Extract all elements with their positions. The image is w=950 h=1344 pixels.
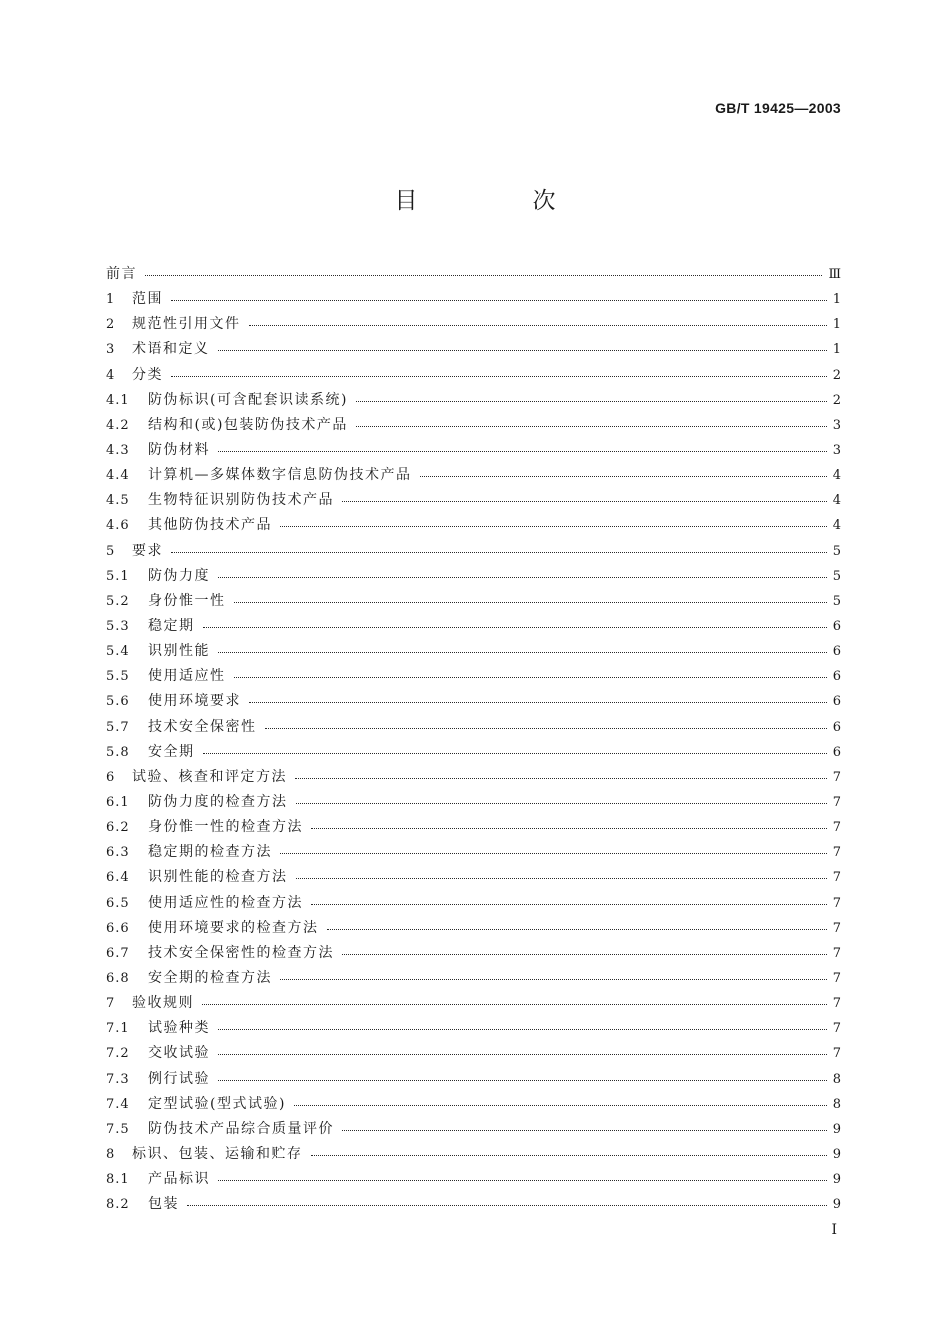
toc-entry[interactable] [106,865,841,890]
toc-entry[interactable] [106,388,841,413]
toc-entry[interactable] [106,363,841,388]
toc-entry-label: 规范性引用文件 [132,316,241,333]
toc-dot-leader [342,941,827,966]
table-of-contents [106,262,841,1217]
toc-entry[interactable] [106,589,841,614]
toc-dot-leader [218,1067,827,1092]
toc-entry[interactable] [106,564,841,589]
toc-entry-label: 标识、包装、运输和贮存 [132,1145,303,1162]
toc-dot-leader [327,916,827,941]
toc-entry-label: 其他防伪技术产品 [148,517,272,534]
toc-dot-leader [234,589,827,614]
toc-entry-label: 使用环境要求 [148,693,241,710]
toc-entry[interactable] [106,488,841,513]
toc-entry-number: 7.2 [106,1046,130,1062]
toc-entry-label: 分类 [132,366,163,383]
toc-entry-label: 防伪力度 [148,567,210,584]
toc-entry-number: 5.3 [106,619,130,635]
toc-entry-page: Ⅲ [828,267,841,283]
toc-dot-leader [218,1167,827,1192]
toc-entry-page: 6 [832,619,841,635]
toc-dot-leader [356,413,827,438]
toc-entry-label: 稳定期的检查方法 [148,844,272,861]
toc-entry-page: 7 [832,870,841,886]
toc-dot-leader [295,765,827,790]
toc-dot-leader [218,1041,827,1066]
toc-entry[interactable] [106,1142,841,1167]
toc-entry-number: 5.1 [106,568,130,584]
toc-entry[interactable] [106,916,841,941]
toc-dot-leader [187,1192,827,1217]
toc-dot-leader [296,865,827,890]
toc-entry-number: 5.7 [106,719,130,735]
toc-entry-page: 7 [832,845,841,861]
toc-entry-label: 试验种类 [148,1020,210,1037]
toc-entry-page: 4 [832,518,841,534]
toc-entry-number: 4.4 [106,468,130,484]
toc-entry[interactable] [106,740,841,765]
toc-dot-leader [280,840,827,865]
toc-entry-number: 7.5 [106,1121,130,1137]
toc-entry-page: 7 [832,996,841,1012]
toc-entry-label: 防伪力度的检查方法 [148,794,288,811]
toc-entry-number: 6.5 [106,895,130,911]
toc-entry-page: 4 [832,493,841,509]
toc-entry-number: 7 [106,996,116,1012]
toc-entry-number: 7.4 [106,1096,130,1112]
toc-entry-page: 3 [832,417,841,433]
page-title: 目 次 [394,188,602,214]
toc-entry-number: 5 [106,543,116,559]
toc-entry-page: 9 [832,1121,841,1137]
toc-entry-number: 8 [106,1146,116,1162]
toc-entry-page: 7 [832,895,841,911]
toc-entry[interactable] [106,966,841,991]
toc-dot-leader [218,564,827,589]
toc-entry[interactable] [106,715,841,740]
toc-entry-page: 6 [832,744,841,760]
page-number: I [831,1222,837,1238]
toc-entry-page: 1 [832,317,841,333]
toc-entry-label: 防伪技术产品综合质量评价 [148,1120,334,1137]
toc-entry-label: 术语和定义 [132,341,210,358]
toc-entry-page: 9 [832,1172,841,1188]
toc-entry-page: 7 [832,945,841,961]
toc-entry[interactable] [106,539,841,564]
toc-entry-page: 7 [832,1046,841,1062]
toc-entry-label: 防伪材料 [148,442,210,459]
toc-entry-number: 3 [106,342,116,358]
toc-entry[interactable] [106,1067,841,1092]
toc-entry-label: 交收试验 [148,1045,210,1062]
toc-entry-page: 8 [832,1071,841,1087]
toc-dot-leader [311,1142,827,1167]
toc-entry-page: 3 [832,443,841,459]
toc-dot-leader [171,363,827,388]
toc-entry-label: 防伪标识(可含配套识读系统) [148,391,348,408]
toc-entry-label: 使用适应性 [148,668,226,685]
toc-dot-leader [203,740,827,765]
toc-entry[interactable] [106,287,841,312]
toc-entry-number: 6.1 [106,795,130,811]
toc-entry-label: 安全期的检查方法 [148,970,272,986]
toc-entry[interactable] [106,614,841,639]
toc-dot-leader [294,1092,827,1117]
toc-entry-page: 1 [832,292,841,308]
toc-entry[interactable] [106,413,841,438]
toc-entry-page: 5 [832,593,841,609]
toc-dot-leader [203,614,827,639]
toc-entry[interactable] [106,991,841,1016]
toc-dot-leader [296,790,827,815]
toc-entry-label: 试验、核查和评定方法 [132,768,287,785]
toc-entry[interactable] [106,1016,841,1041]
toc-entry[interactable] [106,1167,841,1192]
toc-entry-label: 结构和(或)包装防伪技术产品 [148,416,348,433]
toc-dot-leader [342,488,827,513]
toc-entry-page: 7 [832,971,841,986]
toc-entry-label: 使用环境要求的检查方法 [148,919,319,936]
toc-entry-number: 5.5 [106,669,130,685]
toc-dot-leader [249,312,827,337]
toc-dot-leader [356,388,827,413]
toc-entry-label: 使用适应性的检查方法 [148,894,303,911]
toc-entry-label: 生物特征识别防伪技术产品 [148,492,334,509]
toc-entry-page: 9 [832,1146,841,1162]
toc-dot-leader [218,639,827,664]
toc-entry-page: 6 [832,644,841,660]
toc-entry-number: 6.2 [106,820,130,836]
toc-entry-label: 产品标识 [148,1171,210,1188]
toc-entry-label: 身份惟一性的检查方法 [148,819,303,836]
toc-entry-label: 识别性能 [148,643,210,660]
toc-entry-label: 识别性能的检查方法 [148,869,288,886]
toc-entry[interactable] [106,312,841,337]
toc-entry-number: 4.2 [106,417,130,433]
toc-entry-number: 4.3 [106,443,130,459]
toc-entry-page: 7 [832,820,841,836]
toc-entry-page: 6 [832,719,841,735]
toc-entry-number: 6.8 [106,971,130,986]
toc-entry[interactable] [106,689,841,714]
toc-entry-page: 7 [832,1021,841,1037]
toc-dot-leader [420,463,827,488]
toc-entry[interactable] [106,1092,841,1117]
toc-entry-page: 7 [832,769,841,785]
toc-entry-page: 7 [832,920,841,936]
toc-entry-label: 技术安全保密性的检查方法 [148,944,334,961]
toc-entry-number: 5.8 [106,744,130,760]
toc-dot-leader [311,815,827,840]
toc-entry-number: 6.4 [106,870,130,886]
toc-entry-number: 8.1 [106,1172,130,1188]
toc-entry-page: 6 [832,694,841,710]
toc-entry-number: 6.6 [106,920,130,936]
toc-dot-leader [202,991,827,1016]
toc-dot-leader [342,1117,827,1142]
toc-entry-number: 5.4 [106,644,130,660]
toc-dot-leader [218,337,827,362]
toc-entry-number: 6.7 [106,945,130,961]
toc-entry-number: 4 [106,367,116,383]
toc-entry-number: 1 [106,292,116,308]
toc-entry[interactable] [106,1041,841,1066]
toc-entry[interactable] [106,438,841,463]
toc-entry-label: 包装 [148,1196,179,1213]
toc-entry-label: 前言 [106,266,137,283]
toc-entry-number: 4.6 [106,518,130,534]
toc-entry-number: 6 [106,769,116,785]
toc-entry[interactable] [106,765,841,790]
toc-entry-page: 5 [832,543,841,559]
toc-entry-page: 5 [832,568,841,584]
toc-entry-page: 4 [832,468,841,484]
toc-entry[interactable] [106,1117,841,1142]
toc-entry-number: 7.1 [106,1021,130,1037]
toc-entry[interactable] [106,639,841,664]
toc-entry[interactable] [106,513,841,538]
toc-entry-number: 5.2 [106,593,130,609]
toc-dot-leader [249,689,827,714]
toc-entry-number: 4.5 [106,493,130,509]
toc-entry-number: 8.2 [106,1197,130,1213]
toc-entry-label: 技术安全保密性 [148,718,257,735]
toc-entry-label: 安全期 [148,743,195,760]
toc-entry-page: 9 [832,1197,841,1213]
toc-entry-label: 例行试验 [148,1070,210,1087]
toc-entry-label: 身份惟一性 [148,592,226,609]
toc-entry-page: 2 [832,392,841,408]
toc-entry[interactable] [106,840,841,865]
toc-dot-leader [265,715,827,740]
toc-entry[interactable] [106,463,841,488]
toc-entry-page: 2 [832,367,841,383]
toc-entry[interactable] [106,790,841,815]
toc-entry-page: 7 [832,795,841,811]
toc-dot-leader [171,287,827,312]
toc-dot-leader [218,438,827,463]
toc-entry[interactable] [106,891,841,916]
toc-entry-number: 2 [106,317,116,333]
toc-entry-number: 6.3 [106,845,130,861]
toc-dot-leader [280,513,827,538]
toc-entry-label: 稳定期 [148,618,195,635]
toc-dot-leader [311,891,827,916]
toc-entry-number: 7.3 [106,1071,130,1087]
toc-entry-label: 验收规则 [132,995,194,1012]
toc-entry[interactable] [106,941,841,966]
toc-entry-number: 4.1 [106,392,130,408]
toc-entry-number: 5.6 [106,694,130,710]
toc-entry-page: 8 [832,1096,841,1112]
toc-dot-leader [234,664,827,689]
toc-dot-leader [171,539,827,564]
toc-entry-label: 定型试验(型式试验) [148,1095,286,1112]
toc-entry[interactable] [106,664,841,689]
toc-entry-page: 6 [832,669,841,685]
toc-dot-leader [280,966,827,991]
toc-entry[interactable] [106,337,841,362]
toc-dot-leader [145,262,822,287]
toc-entry-label: 要求 [132,542,163,559]
toc-entry-page: 1 [832,342,841,358]
toc-entry-label: 范围 [132,291,163,308]
toc-dot-leader [218,1016,827,1041]
toc-entry[interactable] [106,262,841,287]
standard-code: GB/T 19425—2003 [715,100,841,116]
toc-entry-label: 计算机—多媒体数字信息防伪技术产品 [148,467,412,484]
toc-entry[interactable] [106,815,841,840]
toc-entry[interactable] [106,1192,841,1217]
